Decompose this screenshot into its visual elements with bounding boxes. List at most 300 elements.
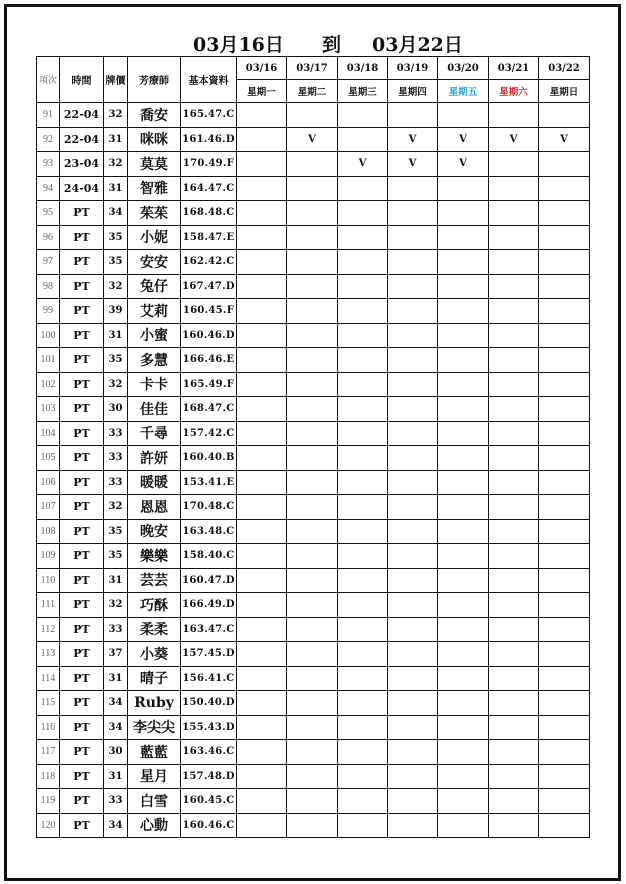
- schedule-cell[interactable]: [237, 225, 287, 250]
- schedule-cell[interactable]: [338, 568, 388, 593]
- schedule-cell[interactable]: [539, 666, 590, 691]
- schedule-cell[interactable]: [287, 250, 338, 275]
- table-row: [37, 666, 590, 691]
- schedule-cell[interactable]: [489, 446, 539, 471]
- schedule-cell[interactable]: [338, 446, 388, 471]
- schedule-cell[interactable]: [237, 250, 287, 275]
- schedule-cell[interactable]: [338, 299, 388, 324]
- schedule-cell[interactable]: [388, 372, 438, 397]
- schedule-cell[interactable]: [438, 274, 489, 299]
- schedule-cell[interactable]: [237, 544, 287, 569]
- schedule-cell[interactable]: [489, 642, 539, 667]
- row-therapist-name: 心動: [128, 813, 181, 838]
- row-time: 23-04: [60, 152, 104, 177]
- row-index: 96: [37, 225, 60, 250]
- schedule-cell[interactable]: [438, 495, 489, 520]
- row-basic-info: 160.46.C: [181, 813, 237, 838]
- schedule-cell[interactable]: [539, 813, 590, 838]
- header-weekday-saturday: 星期六: [489, 80, 539, 103]
- schedule-cell[interactable]: [438, 544, 489, 569]
- schedule-cell[interactable]: [388, 617, 438, 642]
- schedule-cell[interactable]: [489, 103, 539, 128]
- schedule-cell[interactable]: [287, 568, 338, 593]
- row-basic-info: 157.42.C: [181, 421, 237, 446]
- schedule-cell[interactable]: [489, 764, 539, 789]
- schedule-cell[interactable]: [438, 421, 489, 446]
- schedule-cell[interactable]: [438, 593, 489, 618]
- schedule-cell[interactable]: [237, 397, 287, 422]
- schedule-cell[interactable]: [388, 544, 438, 569]
- schedule-cell[interactable]: V: [489, 127, 539, 152]
- row-therapist-name: 佳佳: [128, 397, 181, 422]
- schedule-cell[interactable]: [338, 103, 388, 128]
- schedule-cell[interactable]: [237, 495, 287, 520]
- schedule-cell[interactable]: [438, 519, 489, 544]
- schedule-cell[interactable]: [539, 348, 590, 373]
- schedule-cell[interactable]: [338, 421, 388, 446]
- schedule-cell[interactable]: [338, 691, 388, 716]
- schedule-cell[interactable]: [338, 176, 388, 201]
- schedule-cell[interactable]: [489, 323, 539, 348]
- schedule-cell[interactable]: [287, 421, 338, 446]
- row-index: 112: [37, 617, 60, 642]
- schedule-cell[interactable]: [489, 152, 539, 177]
- schedule-cell[interactable]: [438, 715, 489, 740]
- schedule-cell[interactable]: [489, 568, 539, 593]
- table-row: [37, 764, 590, 789]
- schedule-cell[interactable]: [237, 201, 287, 226]
- schedule-cell[interactable]: [388, 323, 438, 348]
- row-price: 31: [104, 666, 128, 691]
- schedule-cell[interactable]: [237, 593, 287, 618]
- schedule-cell[interactable]: [489, 813, 539, 838]
- schedule-cell[interactable]: [388, 593, 438, 618]
- schedule-cell[interactable]: [287, 470, 338, 495]
- schedule-cell[interactable]: [388, 446, 438, 471]
- schedule-cell[interactable]: [489, 715, 539, 740]
- schedule-cell[interactable]: [489, 544, 539, 569]
- schedule-cell[interactable]: [539, 519, 590, 544]
- schedule-cell[interactable]: [237, 176, 287, 201]
- row-index: 110: [37, 568, 60, 593]
- header-index: 項次: [37, 57, 60, 103]
- schedule-cell[interactable]: [338, 250, 388, 275]
- schedule-cell[interactable]: [489, 201, 539, 226]
- schedule-cell[interactable]: [287, 201, 338, 226]
- schedule-cell[interactable]: [388, 764, 438, 789]
- row-therapist-name: 恩恩: [128, 495, 181, 520]
- schedule-cell[interactable]: [438, 446, 489, 471]
- schedule-cell[interactable]: [489, 470, 539, 495]
- row-basic-info: 166.46.E: [181, 348, 237, 373]
- schedule-cell[interactable]: [338, 813, 388, 838]
- schedule-cell[interactable]: [388, 470, 438, 495]
- schedule-cell[interactable]: [489, 176, 539, 201]
- schedule-cell[interactable]: [237, 666, 287, 691]
- schedule-cell[interactable]: [388, 250, 438, 275]
- schedule-cell[interactable]: [338, 127, 388, 152]
- row-price: 33: [104, 789, 128, 814]
- schedule-cell[interactable]: [539, 495, 590, 520]
- row-time: PT: [60, 299, 104, 324]
- schedule-cell[interactable]: [237, 127, 287, 152]
- schedule-cell[interactable]: [388, 715, 438, 740]
- schedule-cell[interactable]: [287, 495, 338, 520]
- schedule-cell[interactable]: [338, 544, 388, 569]
- schedule-cell[interactable]: [438, 103, 489, 128]
- schedule-cell[interactable]: [287, 764, 338, 789]
- row-time: PT: [60, 274, 104, 299]
- row-basic-info: 150.40.D: [181, 691, 237, 716]
- schedule-cell[interactable]: [338, 715, 388, 740]
- schedule-cell[interactable]: [438, 201, 489, 226]
- schedule-cell[interactable]: [438, 299, 489, 324]
- row-basic-info: 158.40.C: [181, 544, 237, 569]
- schedule-cell[interactable]: [237, 372, 287, 397]
- schedule-cell[interactable]: [338, 642, 388, 667]
- schedule-cell[interactable]: [287, 544, 338, 569]
- schedule-cell[interactable]: [539, 642, 590, 667]
- table-row: [37, 421, 590, 446]
- row-price: 30: [104, 740, 128, 765]
- schedule-cell[interactable]: [388, 813, 438, 838]
- table-row: [37, 544, 590, 569]
- row-price: 31: [104, 568, 128, 593]
- row-index: 92: [37, 127, 60, 152]
- header-date: 03/20: [438, 57, 489, 80]
- schedule-cell[interactable]: [388, 740, 438, 765]
- row-basic-info: 158.47.E: [181, 225, 237, 250]
- schedule-cell[interactable]: [539, 568, 590, 593]
- row-basic-info: 167.47.D: [181, 274, 237, 299]
- schedule-cell[interactable]: [237, 617, 287, 642]
- schedule-cell[interactable]: [539, 225, 590, 250]
- schedule-cell[interactable]: [438, 740, 489, 765]
- table-row: [37, 176, 590, 201]
- schedule-cell[interactable]: [489, 274, 539, 299]
- row-basic-info: 161.46.D: [181, 127, 237, 152]
- schedule-cell[interactable]: V: [438, 152, 489, 177]
- row-time: 22-04: [60, 127, 104, 152]
- row-index: 100: [37, 323, 60, 348]
- schedule-cell[interactable]: [338, 789, 388, 814]
- row-price: 35: [104, 544, 128, 569]
- schedule-cell[interactable]: [338, 764, 388, 789]
- schedule-cell[interactable]: [388, 691, 438, 716]
- schedule-cell[interactable]: [287, 715, 338, 740]
- schedule-cell[interactable]: [388, 103, 438, 128]
- row-price: 31: [104, 323, 128, 348]
- schedule-cell[interactable]: [287, 225, 338, 250]
- schedule-cell[interactable]: [539, 152, 590, 177]
- row-therapist-name: 多慧: [128, 348, 181, 373]
- schedule-cell[interactable]: [287, 666, 338, 691]
- schedule-cell[interactable]: [438, 813, 489, 838]
- schedule-cell[interactable]: [388, 225, 438, 250]
- schedule-cell[interactable]: [539, 470, 590, 495]
- row-index: 103: [37, 397, 60, 422]
- schedule-cell[interactable]: [388, 201, 438, 226]
- row-basic-info: 160.45.C: [181, 789, 237, 814]
- schedule-cell[interactable]: [287, 103, 338, 128]
- schedule-cell[interactable]: [388, 495, 438, 520]
- schedule-cell[interactable]: [489, 225, 539, 250]
- row-time: PT: [60, 568, 104, 593]
- row-therapist-name: 晴子: [128, 666, 181, 691]
- schedule-cell[interactable]: [338, 617, 388, 642]
- schedule-cell[interactable]: [287, 813, 338, 838]
- row-therapist-name: 咪咪: [128, 127, 181, 152]
- schedule-cell[interactable]: [237, 323, 287, 348]
- row-basic-info: 165.49.F: [181, 372, 237, 397]
- schedule-cell[interactable]: [489, 397, 539, 422]
- schedule-cell[interactable]: [489, 519, 539, 544]
- header-date: 03/18: [338, 57, 388, 80]
- schedule-cell[interactable]: [237, 274, 287, 299]
- schedule-cell[interactable]: [237, 152, 287, 177]
- schedule-cell[interactable]: V: [388, 127, 438, 152]
- schedule-cell[interactable]: [287, 372, 338, 397]
- schedule-cell[interactable]: [338, 740, 388, 765]
- schedule-cell[interactable]: [539, 372, 590, 397]
- row-time: PT: [60, 519, 104, 544]
- schedule-cell[interactable]: [438, 666, 489, 691]
- row-therapist-name: 柔柔: [128, 617, 181, 642]
- table-row: [37, 152, 590, 177]
- row-time: PT: [60, 470, 104, 495]
- schedule-cell[interactable]: [287, 274, 338, 299]
- schedule-cell[interactable]: [539, 789, 590, 814]
- schedule-cell[interactable]: [539, 446, 590, 471]
- table-row: [37, 323, 590, 348]
- header-weekday: 星期四: [388, 80, 438, 103]
- schedule-cell[interactable]: [438, 225, 489, 250]
- table-row: [37, 103, 590, 128]
- schedule-cell[interactable]: [489, 617, 539, 642]
- schedule-cell[interactable]: [237, 789, 287, 814]
- schedule-cell[interactable]: [287, 299, 338, 324]
- schedule-cell[interactable]: [388, 397, 438, 422]
- schedule-cell[interactable]: [388, 568, 438, 593]
- schedule-cell[interactable]: [237, 642, 287, 667]
- schedule-cell[interactable]: [338, 323, 388, 348]
- schedule-cell[interactable]: [438, 470, 489, 495]
- schedule-cell[interactable]: [438, 176, 489, 201]
- schedule-cell[interactable]: [539, 274, 590, 299]
- schedule-cell[interactable]: [539, 593, 590, 618]
- row-therapist-name: 茱茱: [128, 201, 181, 226]
- schedule-cell[interactable]: [489, 299, 539, 324]
- row-time: PT: [60, 348, 104, 373]
- schedule-cell[interactable]: [489, 691, 539, 716]
- row-index: 113: [37, 642, 60, 667]
- schedule-cell[interactable]: [237, 421, 287, 446]
- table-row: [37, 397, 590, 422]
- schedule-cell[interactable]: [539, 544, 590, 569]
- schedule-cell[interactable]: [438, 789, 489, 814]
- schedule-cell[interactable]: [539, 421, 590, 446]
- schedule-cell[interactable]: [489, 250, 539, 275]
- table-row: [37, 250, 590, 275]
- schedule-cell[interactable]: [338, 470, 388, 495]
- schedule-cell[interactable]: [489, 348, 539, 373]
- row-therapist-name: 艾莉: [128, 299, 181, 324]
- schedule-cell[interactable]: [338, 348, 388, 373]
- schedule-cell[interactable]: [539, 323, 590, 348]
- schedule-cell[interactable]: [287, 617, 338, 642]
- schedule-cell[interactable]: [489, 495, 539, 520]
- row-time: PT: [60, 544, 104, 569]
- schedule-cell[interactable]: [287, 348, 338, 373]
- schedule-cell[interactable]: [489, 372, 539, 397]
- schedule-cell[interactable]: [287, 152, 338, 177]
- schedule-cell[interactable]: [287, 789, 338, 814]
- table-row: [37, 789, 590, 814]
- schedule-cell[interactable]: [539, 617, 590, 642]
- schedule-cell[interactable]: [338, 666, 388, 691]
- schedule-cell[interactable]: [237, 299, 287, 324]
- schedule-cell[interactable]: [489, 593, 539, 618]
- schedule-cell[interactable]: [237, 103, 287, 128]
- schedule-cell[interactable]: [338, 519, 388, 544]
- schedule-cell[interactable]: [539, 299, 590, 324]
- schedule-cell[interactable]: [338, 274, 388, 299]
- schedule-cell[interactable]: [438, 642, 489, 667]
- header-weekday-friday: 星期五: [438, 80, 489, 103]
- row-price: 39: [104, 299, 128, 324]
- row-therapist-name: 莫莫: [128, 152, 181, 177]
- schedule-cell[interactable]: [287, 519, 338, 544]
- schedule-cell[interactable]: [237, 470, 287, 495]
- schedule-cell[interactable]: [338, 201, 388, 226]
- row-basic-info: 168.47.C: [181, 397, 237, 422]
- schedule-cell[interactable]: [338, 495, 388, 520]
- schedule-cell[interactable]: [438, 568, 489, 593]
- table-row: [37, 127, 590, 152]
- schedule-cell[interactable]: [388, 299, 438, 324]
- schedule-cell[interactable]: [539, 250, 590, 275]
- schedule-cell[interactable]: [388, 176, 438, 201]
- schedule-cell[interactable]: [237, 691, 287, 716]
- row-basic-info: 153.41.E: [181, 470, 237, 495]
- schedule-cell[interactable]: [539, 103, 590, 128]
- schedule-cell[interactable]: [438, 372, 489, 397]
- schedule-cell[interactable]: [287, 691, 338, 716]
- schedule-cell[interactable]: [237, 348, 287, 373]
- schedule-cell[interactable]: [438, 323, 489, 348]
- schedule-cell[interactable]: V: [539, 127, 590, 152]
- schedule-cell[interactable]: [237, 568, 287, 593]
- schedule-cell[interactable]: [489, 421, 539, 446]
- row-time: PT: [60, 764, 104, 789]
- row-time: 24-04: [60, 176, 104, 201]
- row-therapist-name: 喬安: [128, 103, 181, 128]
- schedule-cell[interactable]: [539, 715, 590, 740]
- schedule-cell[interactable]: [539, 691, 590, 716]
- schedule-cell[interactable]: [287, 642, 338, 667]
- schedule-cell[interactable]: [287, 446, 338, 471]
- schedule-cell[interactable]: [539, 201, 590, 226]
- schedule-cell[interactable]: [539, 397, 590, 422]
- schedule-cell[interactable]: [539, 764, 590, 789]
- schedule-cell[interactable]: [338, 225, 388, 250]
- row-price: 32: [104, 593, 128, 618]
- schedule-cell[interactable]: [388, 789, 438, 814]
- row-time: PT: [60, 617, 104, 642]
- schedule-cell[interactable]: V: [287, 127, 338, 152]
- schedule-cell[interactable]: [237, 715, 287, 740]
- schedule-cell[interactable]: [287, 176, 338, 201]
- row-therapist-name: 樂樂: [128, 544, 181, 569]
- schedule-cell[interactable]: [438, 617, 489, 642]
- schedule-cell[interactable]: V: [338, 152, 388, 177]
- schedule-cell[interactable]: [338, 397, 388, 422]
- schedule-cell[interactable]: [438, 397, 489, 422]
- schedule-cell[interactable]: [287, 593, 338, 618]
- schedule-cell[interactable]: [237, 764, 287, 789]
- row-therapist-name: 晚安: [128, 519, 181, 544]
- row-index: 111: [37, 593, 60, 618]
- header-date: 03/17: [287, 57, 338, 80]
- row-therapist-name: 千尋: [128, 421, 181, 446]
- row-therapist-name: 小蜜: [128, 323, 181, 348]
- schedule-cell[interactable]: [539, 176, 590, 201]
- header-therapist: 芳療師: [128, 57, 181, 103]
- schedule-cell[interactable]: [388, 348, 438, 373]
- row-basic-info: 160.40.B: [181, 446, 237, 471]
- schedule-cell[interactable]: [388, 421, 438, 446]
- schedule-cell[interactable]: [438, 691, 489, 716]
- schedule-cell[interactable]: [287, 397, 338, 422]
- schedule-cell[interactable]: [287, 323, 338, 348]
- schedule-cell[interactable]: [489, 740, 539, 765]
- row-price: 32: [104, 372, 128, 397]
- schedule-cell[interactable]: [388, 666, 438, 691]
- table-row: [37, 691, 590, 716]
- header-weekday: 星期日: [539, 80, 590, 103]
- schedule-cell[interactable]: [438, 764, 489, 789]
- table-row: [37, 372, 590, 397]
- schedule-cell[interactable]: [388, 519, 438, 544]
- schedule-cell[interactable]: [237, 813, 287, 838]
- row-basic-info: 166.49.D: [181, 593, 237, 618]
- schedule-title: [0, 30, 626, 56]
- table-row: [37, 470, 590, 495]
- schedule-cell[interactable]: [539, 740, 590, 765]
- table-row: [37, 348, 590, 373]
- schedule-cell[interactable]: [338, 372, 388, 397]
- schedule-cell[interactable]: [438, 348, 489, 373]
- schedule-cell[interactable]: [338, 593, 388, 618]
- schedule-cell[interactable]: [237, 519, 287, 544]
- schedule-cell[interactable]: [237, 446, 287, 471]
- row-basic-info: 157.48.D: [181, 764, 237, 789]
- header-weekday: 星期二: [287, 80, 338, 103]
- schedule-cell[interactable]: [438, 250, 489, 275]
- schedule-cell[interactable]: [388, 642, 438, 667]
- schedule-cell[interactable]: [287, 740, 338, 765]
- schedule-cell[interactable]: [489, 789, 539, 814]
- table-row: [37, 201, 590, 226]
- row-index: 116: [37, 715, 60, 740]
- schedule-cell[interactable]: V: [438, 127, 489, 152]
- row-time: 22-04: [60, 103, 104, 128]
- schedule-cell[interactable]: [489, 666, 539, 691]
- row-index: 119: [37, 789, 60, 814]
- schedule-cell[interactable]: [388, 274, 438, 299]
- schedule-cell[interactable]: V: [388, 152, 438, 177]
- schedule-cell[interactable]: [237, 740, 287, 765]
